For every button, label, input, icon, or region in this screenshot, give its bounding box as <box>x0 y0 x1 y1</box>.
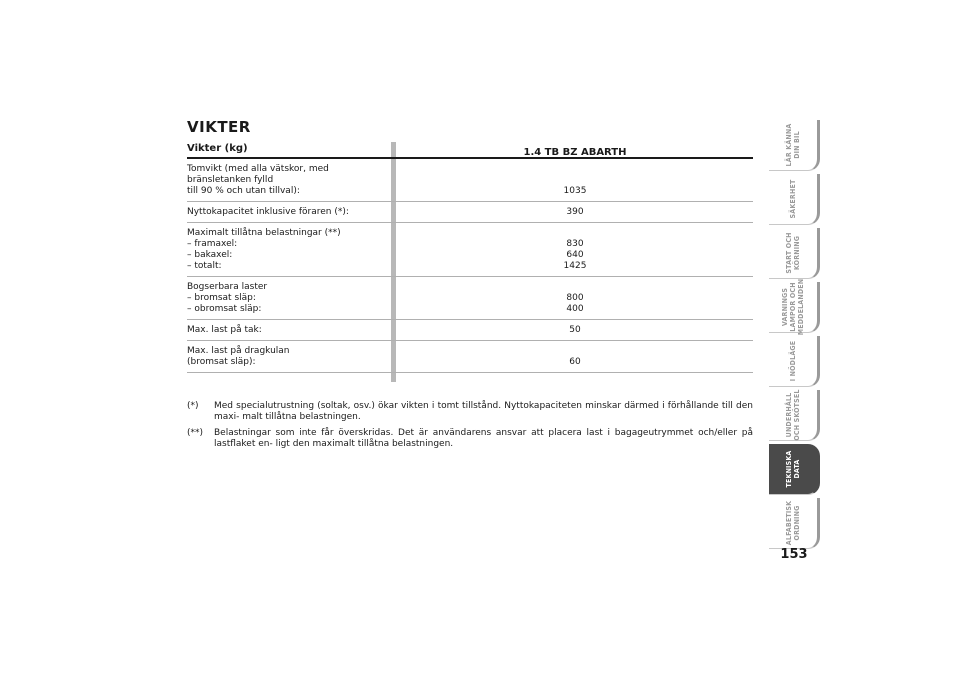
row-value-line <box>397 175 753 186</box>
section-tab-label: UNDERHÅLL OCH SKÖTSEL <box>785 389 801 441</box>
row-label-line: till 90 % och utan tillval): <box>187 186 300 196</box>
row-label <box>187 277 397 319</box>
footnote <box>187 401 753 423</box>
row-value <box>397 159 753 201</box>
section-tab[interactable] <box>769 444 820 495</box>
row-value-line: 390 <box>566 207 584 217</box>
row-value-line: 640 <box>566 250 584 260</box>
footnotes <box>187 401 753 455</box>
section-tab[interactable] <box>769 228 820 279</box>
section-tab-label: START OCH KÖRNING <box>785 232 801 274</box>
row-label-line: Maximalt tillåtna belastningar (**) <box>187 228 341 238</box>
header-label: Vikter (kg) <box>187 143 248 154</box>
table-row <box>187 202 753 223</box>
section-tabs <box>769 120 820 552</box>
footnote <box>187 428 753 450</box>
row-label-line: – bakaxel: <box>187 250 233 260</box>
table-row <box>187 320 753 341</box>
row-value-line: 800 <box>566 293 584 303</box>
row-label <box>187 223 397 276</box>
page-number: 153 <box>780 547 808 562</box>
row-value-line: 1035 <box>563 186 587 196</box>
section-tab-label: VARNINGS LAMPOR OCH MEDDELANDEN <box>781 278 805 336</box>
page-title: VIKTER <box>187 118 251 136</box>
row-value <box>397 341 753 372</box>
section-tab[interactable] <box>769 498 820 549</box>
section-tab-label: TEKNISKA DATA <box>785 450 801 488</box>
row-label-line: bränsletanken fylld <box>187 175 274 185</box>
row-value-line <box>397 228 753 239</box>
section-tab[interactable] <box>769 336 820 387</box>
section-tab[interactable] <box>769 174 820 225</box>
section-tab-label: SÄKERHET <box>789 179 797 219</box>
row-value <box>397 223 753 276</box>
row-value-line <box>397 164 753 175</box>
weights-table <box>187 142 753 373</box>
section-tab-label: LÄR KÄNNA DIN BIL <box>785 123 801 167</box>
table-header <box>187 142 753 159</box>
row-value-line <box>397 282 753 293</box>
table-row <box>187 223 753 277</box>
row-label-line: – bromsat släp: <box>187 293 256 303</box>
row-value-line: 400 <box>566 304 584 314</box>
table-row <box>187 277 753 320</box>
row-label-line: Tomvikt (med alla vätskor, med <box>187 164 329 174</box>
row-label-line: – framaxel: <box>187 239 238 249</box>
section-tab-label: ALFABETISK ORDNING <box>785 500 801 546</box>
header-model: 1.4 TB BZ ABARTH <box>523 147 627 158</box>
footnote-text: Belastningar som inte får överskridas. Det är användarens ansvar att placera last i bagageutrymmet och/eller på lastflaket en- ligt den maximalt tillåtna belastningen. <box>214 428 753 449</box>
row-label <box>187 320 397 340</box>
row-value <box>397 320 753 340</box>
row-value-line: 1425 <box>563 261 587 271</box>
section-tab-label: I NÖDLÄGE <box>789 340 797 382</box>
footnote-mark: (**) <box>187 428 204 438</box>
row-label-line: Max. last på dragkulan <box>187 346 290 356</box>
row-label-line: – totalt: <box>187 261 222 271</box>
row-label-line: Nyttokapacitet inklusive föraren (*): <box>187 207 349 217</box>
footnote-text: Med specialutrustning (soltak, osv.) ökar vikten i tomt tillstånd. Nyttokapaciteten minskar därmed i förhållande till den maxi- malt tillåtna belastningen. <box>214 401 753 422</box>
section-tab[interactable] <box>769 278 820 336</box>
row-label <box>187 202 397 222</box>
section-tab[interactable] <box>769 390 820 441</box>
row-label-line: Max. last på tak: <box>187 325 262 335</box>
row-label-line: (bromsat släp): <box>187 357 256 367</box>
table-row <box>187 341 753 373</box>
row-label <box>187 159 397 201</box>
section-tab[interactable] <box>769 120 820 171</box>
row-value-line: 830 <box>566 239 584 249</box>
row-label-line: – obromsat släp: <box>187 304 262 314</box>
row-value <box>397 202 753 222</box>
row-label-line: Bogserbara laster <box>187 282 268 292</box>
table-row <box>187 159 753 202</box>
row-value-line: 60 <box>569 357 581 367</box>
row-value-line: 50 <box>569 325 581 335</box>
footnote-mark: (*) <box>187 401 199 411</box>
row-value <box>397 277 753 319</box>
row-label <box>187 341 397 372</box>
row-value-line <box>397 346 753 357</box>
